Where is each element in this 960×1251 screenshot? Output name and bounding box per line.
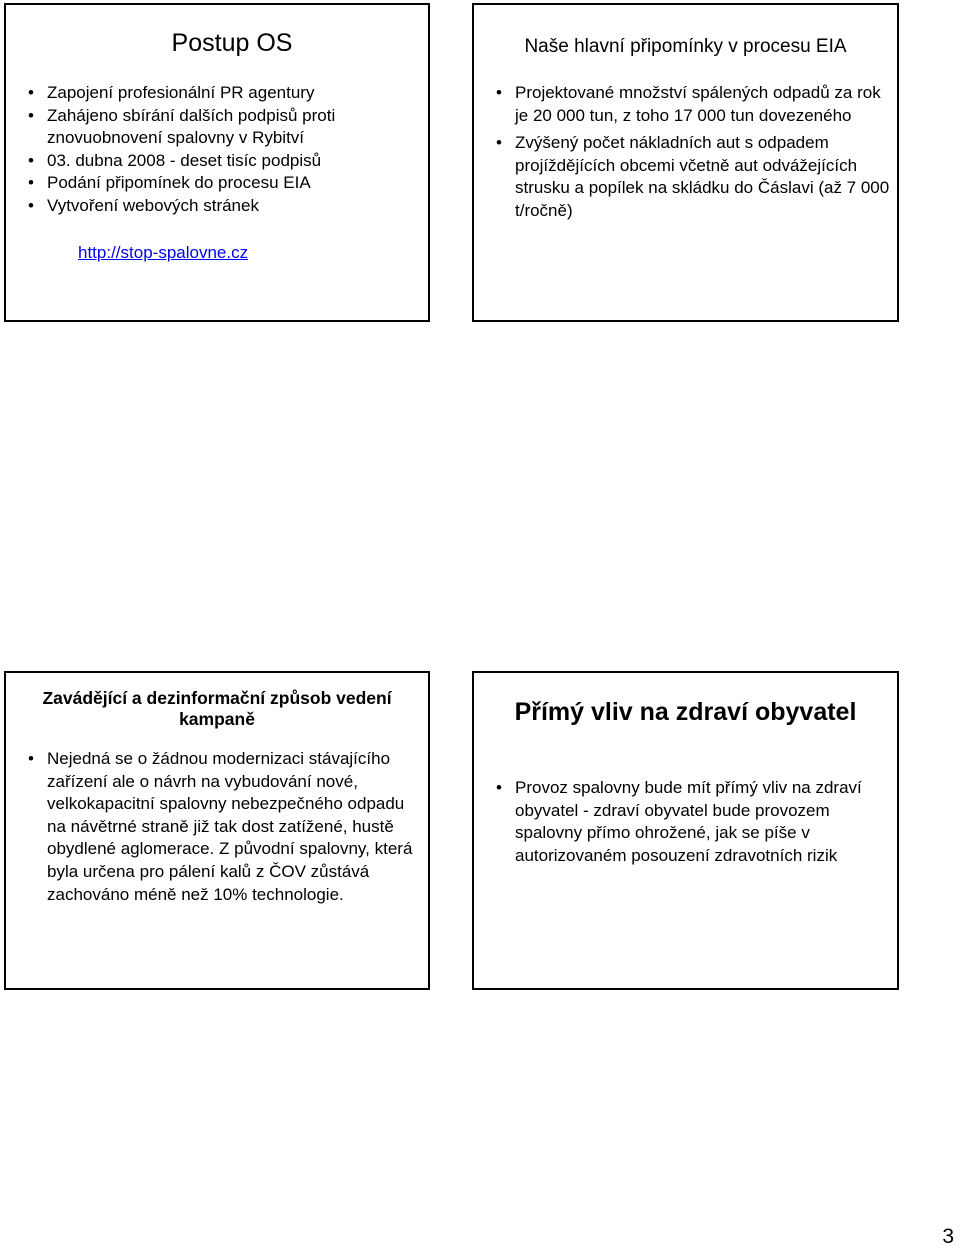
list-item [28, 105, 424, 150]
list-item-text: Podání připomínek do procesu EIA [47, 173, 311, 193]
bullet-icon: • [28, 195, 34, 215]
bullet-list [496, 777, 892, 867]
bullet-list [496, 82, 892, 228]
list-item-text: 03. dubna 2008 - deset tisíc podpisů [47, 150, 322, 170]
list-item-text: Zahájeno sbírání dalších podpisů proti znovuobnovení spalovny v Rybitví [47, 105, 336, 148]
slide-primy-vliv [472, 671, 899, 990]
list-item-text: Nejedná se o žádnou modernizaci stávajícího zařízení ale o návrh na vybudování nové, velkokapacitní spalovny nebezpečného odpadu na návětrné straně již tak dost zatížené, hustě obydlené aglomerace. Z původní spalovny, která byla určena pro pálení kalů z ČOV zůstává zachováno méně než 10% technologie. [47, 749, 413, 904]
slide-title: Zavádějící a dezinformační způsob vedení kampaně [42, 688, 392, 729]
list-item [28, 150, 424, 173]
list-item-text: Vytvoření webových stránek [47, 195, 259, 215]
bullet-icon: • [28, 749, 34, 768]
slide-title: Přímý vliv na zdraví obyvatel [514, 698, 857, 726]
bullet-list [28, 748, 424, 906]
list-item [28, 172, 424, 195]
bullet-icon: • [496, 83, 502, 102]
bullet-icon: • [28, 150, 34, 170]
bullet-icon: • [28, 105, 34, 125]
slide-postup-os [4, 3, 430, 322]
list-item [28, 82, 424, 105]
page-number: 3 [942, 1225, 954, 1248]
slide-hlavni-pripominky [472, 3, 899, 322]
list-item [496, 777, 892, 867]
list-item-text: Zvýšený počet nákladních aut s odpadem projíždějících obcemi včetně aut odvážejících strusku a popílek na skládku do Čáslavi (až 7 000 t/ročně) [515, 133, 890, 220]
list-item-text: Provoz spalovny bude mít přímý vliv na zdraví obyvatel - zdraví obyvatel bude provozem spalovny přímo ohrožené, jak se píše v autorizovaném posouzení zdravotních rizik [515, 778, 862, 865]
list-item [28, 748, 424, 906]
bullet-icon: • [496, 778, 502, 797]
list-item [496, 132, 892, 222]
list-item-text: Projektované množství spálených odpadů za rok je 20 000 tun, z toho 17 000 tun dovezeného [515, 83, 881, 125]
slide-title: Postup OS [171, 29, 293, 57]
bullet-list [28, 82, 424, 218]
list-item [28, 195, 424, 218]
list-item-text: Zapojení profesionální PR agentury [47, 83, 315, 102]
slide-title: Naše hlavní připomínky v procesu EIA [524, 36, 847, 57]
bullet-icon: • [496, 133, 502, 153]
website-link[interactable]: http://stop-spalovne.cz [78, 243, 249, 262]
bullet-icon: • [28, 173, 34, 193]
bullet-icon: • [28, 83, 34, 102]
list-item [496, 82, 892, 127]
slide-zavadejici-kampan [4, 671, 430, 990]
